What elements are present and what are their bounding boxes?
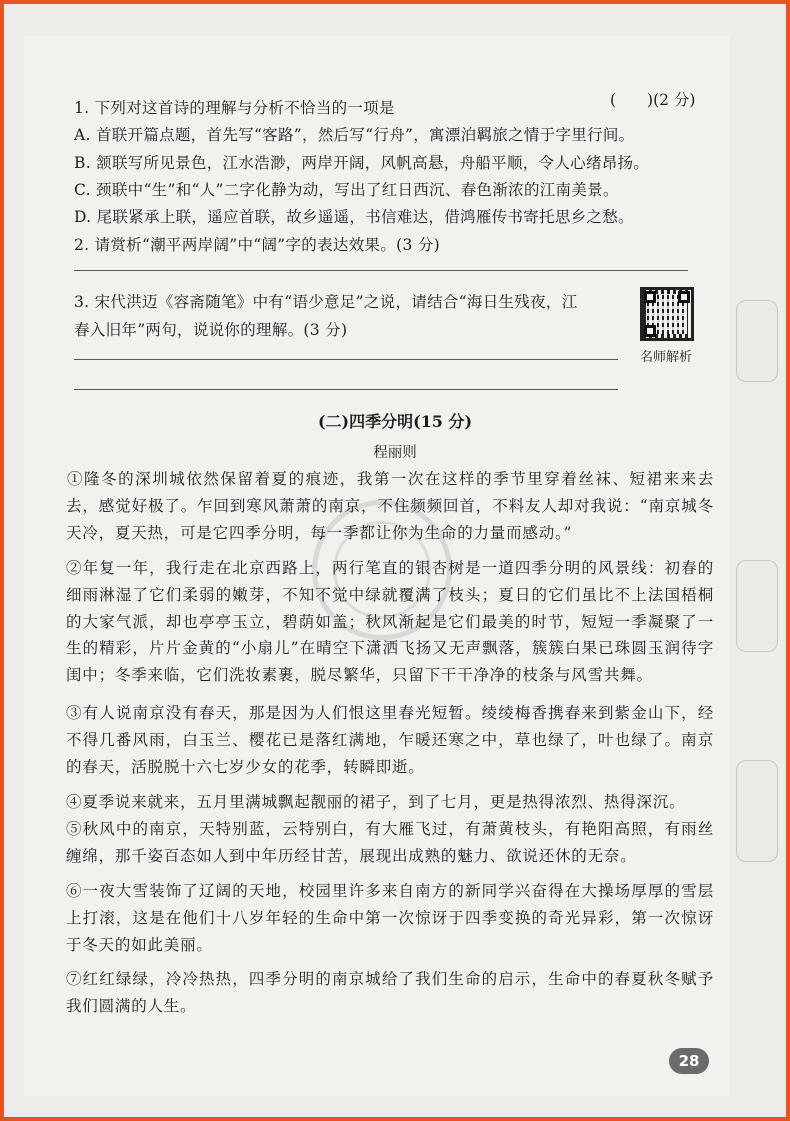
paragraph-7: ⑦红红绿绿，冷冷热热，四季分明的南京城给了我们生命的启示，生命中的春夏秋冬赋予我们圆满的人生。 (66, 970, 714, 1015)
side-tab (736, 300, 778, 382)
option-b: B. 颔联写所见景色，江水浩渺，两岸开阔，风帆高悬，舟船平顺，令人心绪昂扬。 (74, 154, 650, 172)
answer-line (74, 270, 688, 271)
article-author: 程丽则 (373, 445, 417, 461)
paragraph-6: ⑥一夜大雪装饰了辽阔的天地，校园里许多来自南方的新同学兴奋得在大操场厚厚的雪层上打滚，这是在他们十八岁年轻的生命中第一次惊讶于四季变换的奇光异彩，第一次惊讶于冬天的如此美丽。 (66, 882, 714, 954)
question-3-line-1: 3. 宋代洪迈《容斋随笔》中有“语少意足”之说，请结合“海日生残夜，江 (74, 293, 578, 311)
paragraph-1: ①隆冬的深圳城依然保留着夏的痕迹，我第一次在这样的季节里穿着丝袜、短裙来来去去，感觉好极了。乍回到寒风萧萧的南京，不住频频回首，不料友人却对我说：“南京城冬天冷，夏天热，可是它四季分明，每一季都让你为生命的力量而感动。” (66, 470, 714, 542)
page-number: 28 (669, 1048, 709, 1074)
option-c: C. 颈联中“生”和“人”二字化静为动，写出了红日西沉、春色渐浓的江南美景。 (74, 181, 619, 199)
qr-label: 名师解析 (640, 350, 693, 365)
section-title: (二)四季分明(15 分) (317, 412, 473, 431)
side-tab (736, 760, 778, 862)
paragraph-4: ④夏季说来就来，五月里满城飘起靓丽的裙子，到了七月，更是热得浓烈、热得深沉。 (66, 793, 686, 811)
question-3-line-2: 春入旧年”两句，说说你的理解。(3 分) (74, 321, 348, 339)
answer-line (74, 389, 618, 390)
qr-code-icon[interactable] (640, 287, 694, 341)
side-tab (736, 560, 778, 652)
question-2: 2. 请赏析“潮平两岸阔”中“阔”字的表达效果。(3 分) (74, 236, 440, 254)
option-a: A. 首联开篇点题，首先写“客路”，然后写“行舟”，寓漂泊羁旅之情于字里行间。 (74, 126, 635, 144)
option-d: D. 尾联紧承上联，遥应首联，故乡遥遥，书信难达，借鸿雁传书寄托思乡之愁。 (74, 208, 634, 226)
answer-line (74, 359, 618, 360)
paragraph-5: ⑤秋风中的南京，天特别蓝，云特别白，有大雁飞过，有萧黄枝头，有艳阳高照，有雨丝缠绵，那千姿百态如人到中年历经甘苦，展现出成熟的魅力、欲说还休的无奈。 (66, 820, 714, 865)
paragraph-2: ②年复一年，我行走在北京西路上，两行笔直的银杏树是一道四季分明的风景线：初春的细雨淋湿了它们柔弱的嫩芽，不知不觉中绿就覆满了枝头；夏日的它们虽比不上法国梧桐的大家气派，却也亭亭玉立，碧荫如盖；秋风渐起是它们最美的时节，短短一季凝聚了一生的精彩，片片金黄的“小扇儿”在晴空下潇洒飞扬又无声飘落，簇簇白果已珠圆玉润待字闺中；冬季来临，它们洗妆素裹，脱尽繁华，只留下干干净净的枝条与风雪共舞。 (66, 559, 714, 685)
paragraph-3: ③有人说南京没有春天，那是因为人们恨这里春光短暂。绫绫梅香携春来到紫金山下，经不得几番风雨，白玉兰、樱花已是落红满地，乍暖还寒之中，草也绿了，叶也绿了。南京的春天，活脱脱十六七岁少女的花季，转瞬即逝。 (66, 704, 714, 776)
question-1-score: ( )(2 分) (610, 91, 696, 109)
question-1-stem: 1. 下列对这首诗的理解与分析不恰当的一项是 (74, 99, 395, 117)
